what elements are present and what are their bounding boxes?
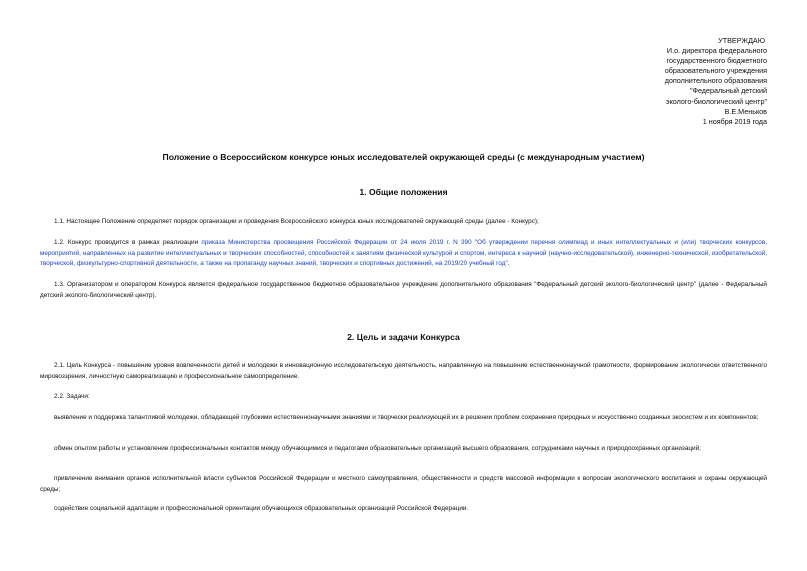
task-item: содействие социальной адаптации и профессиональной ориентации обучающихся образовательных организаций Российской Федерации.: [54, 505, 469, 512]
order-link[interactable]: приказа Министерства просвещения Российской Федерации от 24 июля 2019 г. N 390 "Об утверждении перечня олимпиад и иных интеллектуальных и (или) творческих конкурсов, мероприятий, направленных на развитие интеллектуальных и творческих способностей, способностей к занятиям физической культурой и спортом, интереса к научной (научно-исследовательской), инженерно-технической, изобретательской, творческой, физкультурно-спортивной деятельности, а также на пропаганду научных знаний, творческих и спортивных достижений, на 2019/20 учебный год": [40, 239, 768, 268]
paragraph: [40, 238, 767, 270]
approval-block: [607, 36, 767, 127]
paragraph: 2.2. Задачи:: [54, 393, 90, 400]
task-item: привлечение внимания органов исполнительной власти субъектов Российской Федерации и местного самоуправления, общественности и средств массовой информации к вопросам экологического воспитания и охраны окружающей среды;: [40, 475, 767, 493]
paragraph: 1.3. Организатором и оператором Конкурса является федеральное государственное бюджетное образовательное учреждение дополнительного образования "Федеральный детский эколого-биологический центр" (далее - Федеральный детский эколого-биологический центр).: [40, 281, 767, 299]
paragraph: 2.1. Цель Конкурса - повышение уровня вовлеченности детей и молодежи в инновационную исследовательскую деятельность, направленную на повышение естественнонаучной грамотности, формирование экологически ответственного мировоззрения, личностную самореализацию и профессиональное самоопределение.: [40, 362, 767, 380]
task-item: выявление и поддержка талантливой молодежи, обладающей глубокими естественнонаучными знаниями и творчески реализующей их в решении проблем сохранения природных и искусственно созданных экосистем и их компонентов;: [54, 414, 759, 421]
section-heading: 2. Цель и задачи Конкурса: [347, 332, 460, 342]
paragraph-text: 1.2. Конкурс проводится в рамках реализации: [54, 239, 202, 246]
approval-line: эколого-биологический центр": [665, 96, 767, 106]
paragraph: 1.1. Настоящее Положение определяет порядок организации и проведения Всероссийского конкурса юных исследователей окружающей среды (далее - Конкурс);: [54, 218, 539, 225]
approval-heading: УТВЕРЖДАЮ: [718, 36, 765, 45]
task-item: обмен опытом работы и установление профессиональных контактов между обучающимися и педагогами образовательных организаций высшего образования, сотрудниками научных и природоохранных организаций;: [54, 445, 701, 452]
approval-line: И.о. директора федерального: [666, 46, 767, 56]
document-title: Положение о Всероссийском конкурсе юных исследователей окружающей среды (с международным участием): [162, 152, 645, 162]
paragraph-text: .: [507, 260, 510, 268]
approval-line: "Федеральный детский: [689, 86, 767, 96]
approval-line: государственного бюджетного: [666, 56, 767, 66]
approval-date: 1 ноября 2019 года: [702, 116, 767, 126]
approval-line: дополнительного образования: [664, 76, 767, 86]
approval-line: образовательного учреждения: [664, 66, 767, 76]
approval-signer: В.Е.Меньков: [724, 106, 767, 116]
section-heading: 1. Общие положения: [359, 187, 448, 197]
